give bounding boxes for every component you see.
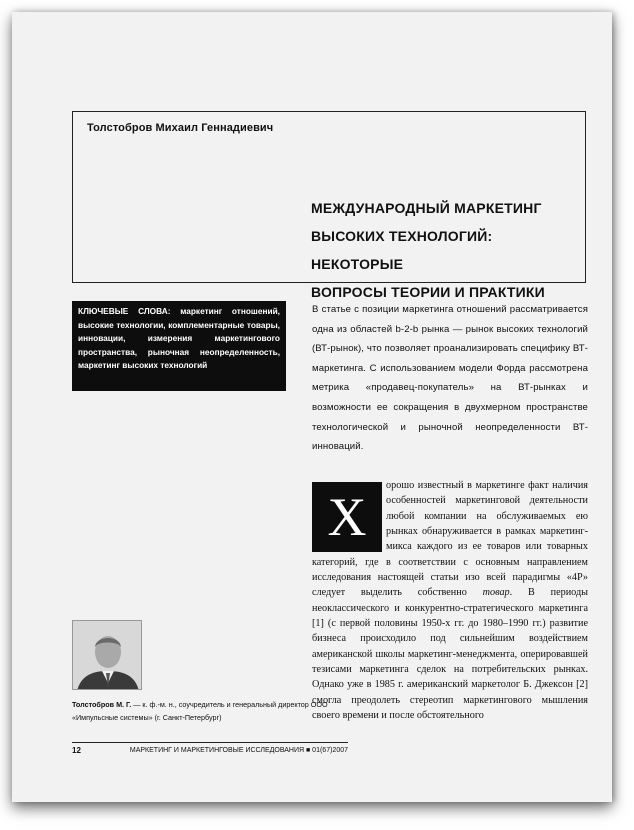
article-body <box>312 478 588 724</box>
abstract: В статье с позиции маркетинга отношений рассматривается одна из областей b-2-b рынка — рынок высоких технологий (ВТ-рынок), что позволяет проанализировать специфику ВТ-маркетинга. С использованием модели Форда рассмотрена метрика «продавец-покупатель» на ВТ-рынках и возможности ее сокращения в двухмерном пространстве технологической и рыночной неопределенности ВТ-инноваций. <box>312 304 588 453</box>
author-bio-name: Толстобров М. Г. <box>72 700 132 709</box>
page-footer <box>72 742 348 755</box>
author-name: Толстобров Михаил Геннадиевич <box>87 122 274 134</box>
article-title-line: МЕЖДУНАРОДНЫЙ МАРКЕТИНГ <box>311 200 542 216</box>
author-photo <box>72 620 142 690</box>
article-title-line: ВОПРОСЫ ТЕОРИИ И ПРАКТИКИ <box>311 284 545 300</box>
drop-cap: Х <box>312 482 382 552</box>
body-text-part: . В периоды неоклассического и конкурентно-стратегического маркетинга [1] (с первой половины 1950-х гг. до 1980–1990 гг.) развитие бизнеса происходило под сильнейшим воздействием американской школы маркетинг-менеджмента, оперировавшей тезисами маркетинга сделок на потребительских рынках. Однако уже в 1985 г. американский маркетолог Б. Джексон [2] смогла преодолеть стереотип маркетингового мышления своего времени и после обстоятельного <box>312 587 588 722</box>
keywords-box: КЛЮЧЕВЫЕ СЛОВА: маркетинг отношений, высокие технологии, комплементарные товары, инновации, измерения маркетингового пространства, рыночная неопределенность, маркетинг высоких технологий <box>72 301 286 391</box>
body-text-part: орошо известный в маркетинге факт наличия особенностей маркетинговой деятельности любой компании на обслуживаемых ею рынках обнаруживается в рамках маркетинг-микса каждого из ее товаров или товарных категорий, где в соответствии с основным направлением исследования настоящей статьи изо всей парадигмы «4Р» следует выделить собственно <box>312 480 588 599</box>
page-number: 12 <box>72 746 81 755</box>
author-bio <box>72 698 348 724</box>
article-header <box>72 111 586 300</box>
article-title-line: ВЫСОКИХ ТЕХНОЛОГИЙ: НЕКОТОРЫЕ <box>311 228 493 272</box>
author-bio-text: — к. ф.-м. н., соучредитель и генеральный директор ООО «Импульсные системы» (г. Санкт-Петербург) <box>72 700 328 722</box>
journal-name: МАРКЕТИНГ И МАРКЕТИНГОВЫЕ ИССЛЕДОВАНИЯ ■ 01(67)2007 <box>129 747 348 754</box>
body-italic-word: товар <box>482 587 510 599</box>
article-title <box>311 194 581 306</box>
journal-page <box>12 12 612 802</box>
